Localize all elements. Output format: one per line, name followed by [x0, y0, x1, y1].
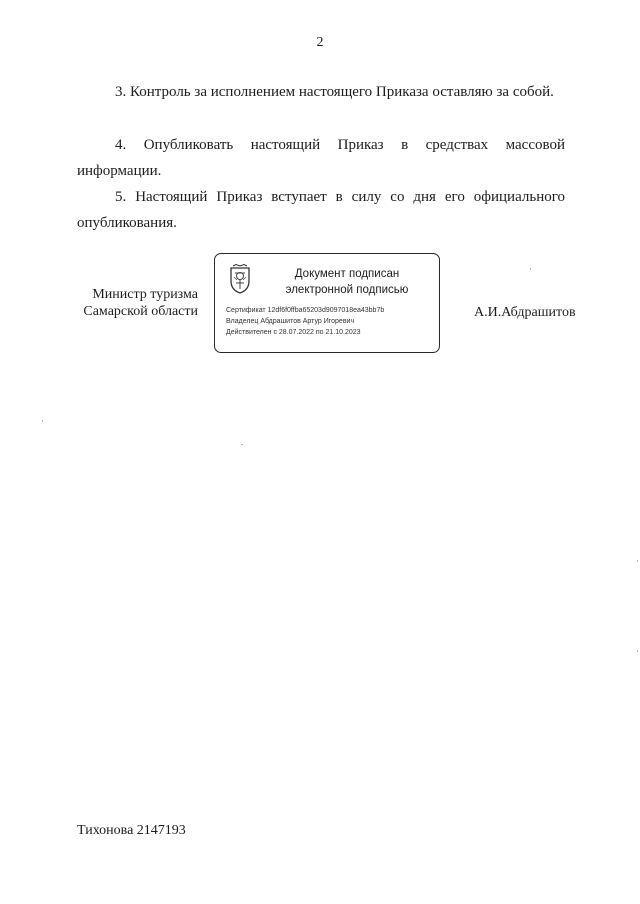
signature-details: [226, 305, 438, 338]
signature-title-line1: Документ подписан: [294, 268, 400, 280]
paragraph-control-clause: 3. Контроль за исполнением настоящего Приказа оставляю за собой.: [115, 84, 554, 100]
scan-speck: [42, 420, 43, 422]
electronic-signature-stamp: [214, 253, 440, 353]
paragraph-publication-clause: 4. Опубликовать настоящий Приказ в средствах массовой информации.: [77, 137, 565, 179]
certificate-validity: Действителен с 28.07.2022 по 21.10.2023: [226, 329, 361, 336]
signer-position-line2: Самарской области: [83, 304, 198, 319]
signer-name: А.И.Абдрашитов: [474, 305, 576, 320]
scan-speck: [637, 560, 638, 562]
signature-title-line2: электронной подписью: [285, 284, 409, 296]
scan-speck: [637, 650, 638, 652]
certificate-number: Сертификат 12df6f0ffba65203d9097018ea43bb7b: [226, 307, 385, 314]
signer-position: [78, 286, 198, 320]
signer-position-line1: Министр туризма: [92, 287, 198, 302]
scan-speck: [241, 444, 243, 445]
executor-note: Тихонова 2147193: [77, 823, 186, 838]
scan-speck: [530, 268, 531, 270]
paragraph-effective-date-clause: 5. Настоящий Приказ вступает в силу со дня его официального опубликования.: [77, 189, 565, 231]
coat-of-arms-icon: [228, 264, 252, 294]
signature-title: [259, 266, 435, 298]
certificate-owner: Владелец Абдрашитов Артур Игоревич: [226, 318, 355, 325]
page-number: 2: [316, 35, 324, 50]
